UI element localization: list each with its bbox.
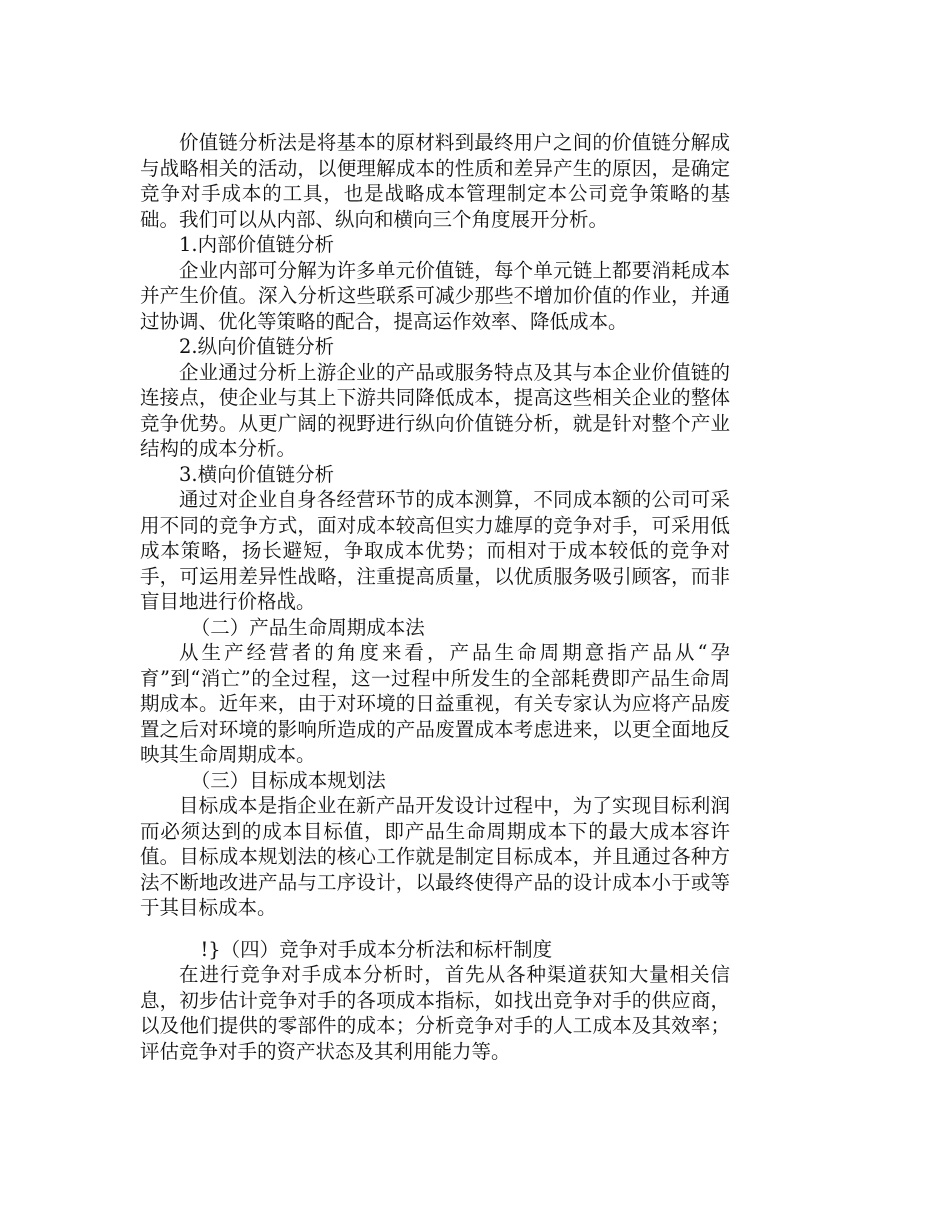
paragraph-internal-value-chain: 企业内部可分解为许多单元价值链，每个单元链上都要消耗成本并产生价值。深入分析这些联系可减少那些不增加价值的作业，并通过协调、优化等策略的配合，提高运作效率、降低成本。 [140, 258, 730, 333]
heading-target-cost-planning: （三）目标成本规划法 [190, 768, 386, 792]
paragraph-product-lifecycle-cost: 从生产经营者的角度来看，产品生命周期意指产品从“孕育”到“消亡”的全过程，这一过程中所发生的全部耗费即产品生命周期成本。近年来，由于对环境的日益重视，有关专家认为应将产品废置之后对环境的影响所造成的产品废置成本考虑进来，以更全面地反映其生命周期成本。 [140, 641, 730, 766]
heading-vertical-value-chain: 2.纵向价值链分析 [179, 335, 335, 358]
heading-competitor-cost-analysis: !}（四）竞争对手成本分析法和标杆制度 [200, 937, 553, 961]
paragraph-value-chain-intro: 价值链分析法是将基本的原材料到最终用户之间的价值链分解成与战略相关的活动，以便理解成本的性质和差异产生的原因，是确定竞争对手成本的工具，也是战略成本管理制定本公司竞争策略的基础。我们可以从内部、纵向和横向三个角度展开分析。 [140, 131, 730, 231]
paragraph-vertical-value-chain: 企业通过分析上游企业的产品或服务特点及其与本企业价值链的连接点，使企业与其上下游共同降低成本，提高这些相关企业的整体竞争优势。从更广阔的视野进行纵向价值链分析，就是针对整个产业结构的成本分析。 [140, 360, 730, 460]
heading-internal-value-chain: 1.内部价值链分析 [179, 233, 335, 256]
heading-product-lifecycle-cost: （二）产品生命周期成本法 [190, 615, 425, 639]
paragraph-target-cost-planning: 目标成本是指企业在新产品开发设计过程中，为了实现目标利润而必须达到的成本目标值，即产品生命周期成本下的最大成本容许值。目标成本规划法的核心工作就是制定目标成本，并且通过各种方法不断地改进产品与工序设计，以最终使得产品的设计成本小于或等于其目标成本。 [140, 794, 730, 919]
heading-horizontal-value-chain: 3.横向价值链分析 [179, 462, 335, 486]
paragraph-horizontal-value-chain: 通过对企业自身各经营环节的成本测算，不同成本额的公司可采用不同的竞争方式，面对成本较高但实力雄厚的竞争对手，可采用低成本策略，扬长避短，争取成本优势；而相对于成本较低的竞争对手，可运用差异性战略，注重提高质量，以优质服务吸引顾客，而非盲目地进行价格战。 [140, 488, 730, 613]
document-page [140, 130, 730, 1064]
paragraph-competitor-cost-analysis: 在进行竞争对手成本分析时，首先从各种渠道获知大量相关信息，初步估计竞争对手的各项成本指标，如找出竞争对手的供应商，以及他们提供的零部件的成本；分析竞争对手的人工成本及其效率；评估竞争对手的资产状态及其利用能力等。 [140, 963, 730, 1063]
